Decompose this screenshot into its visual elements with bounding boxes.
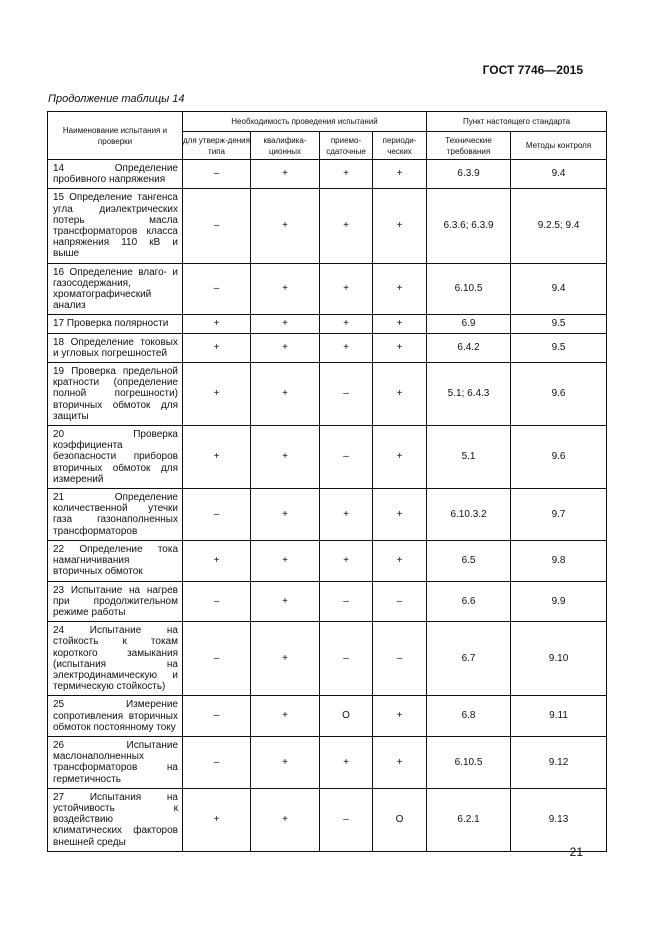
type-approval-cell: – [183,489,251,541]
type-approval-cell: – [183,160,251,189]
type-approval-cell: – [183,622,251,696]
periodic-cell: + [373,426,427,489]
table-row [48,426,607,489]
method-clause-cell: 9.11 [511,696,607,737]
table-row [48,363,607,426]
test-name-cell: 26 Испытание маслонаполненных трансформаторов на герметичность [48,736,183,788]
acceptance-cell: + [320,333,373,362]
table-row [48,540,607,581]
acceptance-cell: О [320,696,373,737]
type-approval-cell: – [183,736,251,788]
periodic-cell: + [373,363,427,426]
requirements-clause-cell: 6.3.6; 6.3.9 [427,189,511,263]
header-acceptance: приемо-сдаточные [320,132,373,160]
qualification-cell: + [251,788,320,851]
method-clause-cell: 9.8 [511,540,607,581]
test-name-cell: 15 Определение тангенса угла диэлектрических потерь масла трансформаторов класса напряжения 110 кВ и выше [48,189,183,263]
requirements-clause-cell: 6.8 [427,696,511,737]
acceptance-cell: + [320,263,373,315]
standard-code: ГОСТ 7746—2015 [482,63,583,77]
requirements-clause-cell: 6.4.2 [427,333,511,362]
periodic-cell: + [373,315,427,333]
requirements-clause-cell: 6.2.1 [427,788,511,851]
periodic-cell: – [373,622,427,696]
type-approval-cell: + [183,333,251,362]
qualification-cell: + [251,263,320,315]
header-periodic: периоди-ческих [373,132,427,160]
periodic-cell: + [373,696,427,737]
header-type-approval: для утверж-дения типа [183,132,251,160]
table-row [48,581,607,622]
type-approval-cell: – [183,189,251,263]
acceptance-cell: + [320,489,373,541]
qualification-cell: + [251,426,320,489]
header-control-methods: Методы контроля [511,132,607,160]
table-row [48,696,607,737]
table-row [48,315,607,333]
method-clause-cell: 9.4 [511,263,607,315]
periodic-cell: + [373,540,427,581]
acceptance-cell: – [320,788,373,851]
acceptance-cell: + [320,189,373,263]
qualification-cell: + [251,489,320,541]
periodic-cell: + [373,189,427,263]
periodic-cell: + [373,736,427,788]
table-row [48,189,607,263]
table-row [48,333,607,362]
method-clause-cell: 9.12 [511,736,607,788]
requirements-clause-cell: 6.7 [427,622,511,696]
acceptance-cell: – [320,363,373,426]
acceptance-cell: + [320,315,373,333]
test-name-cell: 16 Определение влаго- и газосодержания, хроматографический анализ [48,263,183,315]
qualification-cell: + [251,622,320,696]
type-approval-cell: + [183,363,251,426]
periodic-cell: + [373,160,427,189]
acceptance-cell: – [320,622,373,696]
test-name-cell: 17 Проверка полярности [48,315,183,333]
periodic-cell: + [373,333,427,362]
type-approval-cell: + [183,426,251,489]
test-requirements-table [47,111,607,852]
acceptance-cell: + [320,540,373,581]
test-name-cell: 14 Определение пробивного напряжения [48,160,183,189]
type-approval-cell: + [183,315,251,333]
requirements-clause-cell: 5.1; 6.4.3 [427,363,511,426]
requirements-clause-cell: 6.5 [427,540,511,581]
method-clause-cell: 9.6 [511,426,607,489]
test-name-cell: 20 Проверка коэффициента безопасности приборов вторичных обмоток для измерений [48,426,183,489]
method-clause-cell: 9.4 [511,160,607,189]
table-caption: Продолжение таблицы 14 [48,93,185,105]
periodic-cell: + [373,263,427,315]
type-approval-cell: – [183,263,251,315]
qualification-cell: + [251,581,320,622]
table-row [48,489,607,541]
page-number: 21 [569,845,583,859]
requirements-clause-cell: 6.10.3.2 [427,489,511,541]
test-name-cell: 21 Определение количественной утечки газа газонаполненных трансформаторов [48,489,183,541]
requirements-clause-cell: 6.10.5 [427,736,511,788]
table-body [48,160,607,852]
table-row [48,622,607,696]
requirements-clause-cell: 6.3.9 [427,160,511,189]
method-clause-cell: 9.5 [511,315,607,333]
method-clause-cell: 9.13 [511,788,607,851]
acceptance-cell: – [320,581,373,622]
method-clause-cell: 9.7 [511,489,607,541]
requirements-clause-cell: 5.1 [427,426,511,489]
qualification-cell: + [251,333,320,362]
test-name-cell: 19 Проверка предельной кратности (определение полной погрешности) вторичных обмоток для защиты [48,363,183,426]
type-approval-cell: + [183,788,251,851]
table-row [48,160,607,189]
header-test-name: Наименование испытания и проверки [48,112,183,160]
qualification-cell: + [251,736,320,788]
periodic-cell: + [373,489,427,541]
header-technical-requirements: Технические требования [427,132,511,160]
header-necessity-group: Необходимость проведения испытаний [183,112,427,132]
test-name-cell: 18 Определение токовых и угловых погрешностей [48,333,183,362]
table-row [48,788,607,851]
type-approval-cell: – [183,696,251,737]
qualification-cell: + [251,540,320,581]
method-clause-cell: 9.2.5; 9.4 [511,189,607,263]
method-clause-cell: 9.10 [511,622,607,696]
test-name-cell: 24 Испытание на стойкость к токам короткого замыкания (испытания на электродинамическую и термическую стойкость) [48,622,183,696]
requirements-clause-cell: 6.9 [427,315,511,333]
method-clause-cell: 9.6 [511,363,607,426]
requirements-clause-cell: 6.10.5 [427,263,511,315]
type-approval-cell: + [183,540,251,581]
requirements-clause-cell: 6.6 [427,581,511,622]
test-name-cell: 27 Испытания на устойчивость к воздействию климатических факторов внешней среды [48,788,183,851]
test-name-cell: 23 Испытание на нагрев при продолжительном режиме работы [48,581,183,622]
table-row [48,263,607,315]
acceptance-cell: + [320,736,373,788]
qualification-cell: + [251,160,320,189]
test-name-cell: 22 Определение тока намагничивания вторичных обмоток [48,540,183,581]
qualification-cell: + [251,189,320,263]
qualification-cell: + [251,315,320,333]
table-row [48,736,607,788]
qualification-cell: + [251,363,320,426]
test-name-cell: 25 Измерение сопротивления вторичных обмоток постоянному току [48,696,183,737]
acceptance-cell: – [320,426,373,489]
method-clause-cell: 9.9 [511,581,607,622]
qualification-cell: + [251,696,320,737]
periodic-cell: – [373,581,427,622]
type-approval-cell: – [183,581,251,622]
periodic-cell: О [373,788,427,851]
header-qualification: квалифика-ционных [251,132,320,160]
header-clause-group: Пункт настоящего стандарта [427,112,607,132]
method-clause-cell: 9.5 [511,333,607,362]
acceptance-cell: + [320,160,373,189]
